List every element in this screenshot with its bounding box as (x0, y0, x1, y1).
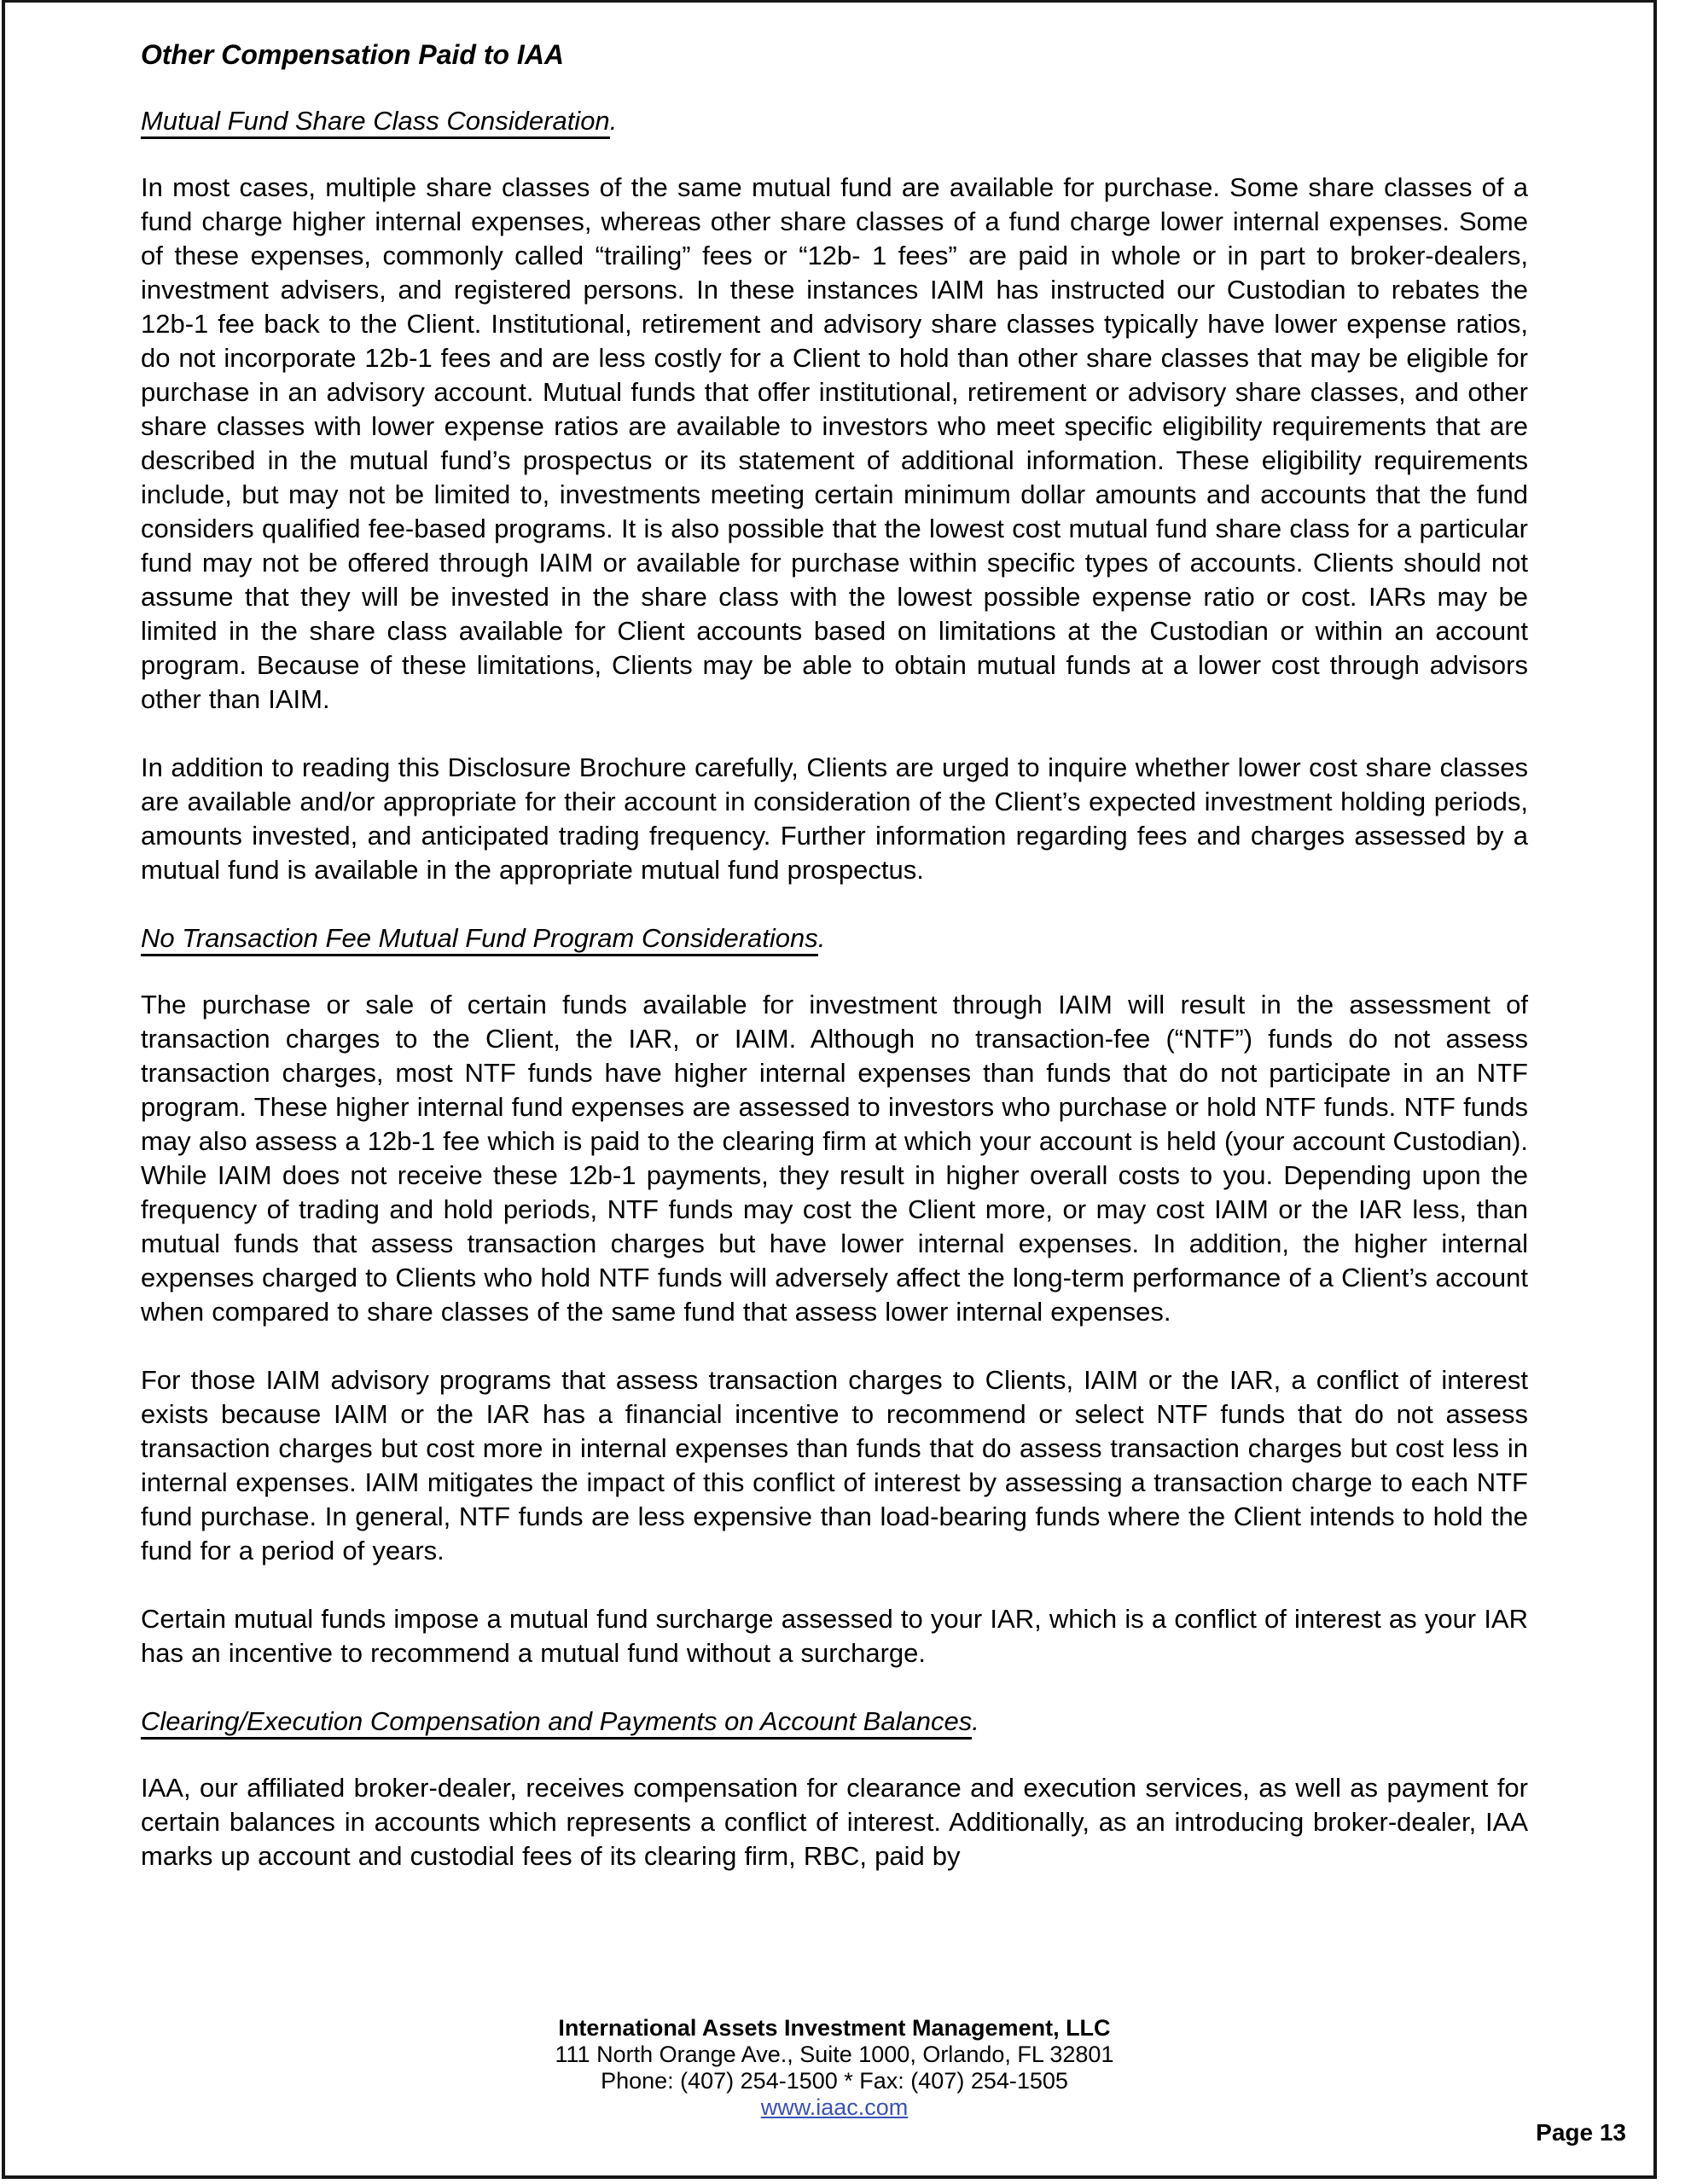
subheading-ntf-program (141, 921, 1528, 956)
subheading-period: . (972, 1706, 979, 1736)
page-footer (141, 2015, 1528, 2121)
page-number: Page 13 (1536, 2119, 1626, 2146)
paragraph-ntf-funds: The purchase or sale of certain funds available for investment through IAIM will result in the assessment of transaction charges to the Client, the IAR, or IAIM. Although no transaction-fee (“NTF”) funds do not assess transaction charges, most NTF funds have higher internal expenses than funds that do not participate in an NTF program. These higher internal fund expenses are assessed to investors who purchase or hold NTF funds. NTF funds may also assess a 12b-1 fee which is paid to the clearing firm at which your account is held (your account Custodian). While IAIM does not receive these 12b-1 payments, they result in higher overall costs to you. Depending upon the frequency of trading and hold periods, NTF funds may cost the Client more, or may cost IAIM or the IAR less, than mutual funds that assess transaction charges but have lower internal expenses. In addition, the higher internal expenses charged to Clients who hold NTF funds will adversely affect the long-term performance of a Client’s account when compared to share classes of the same fund that assess lower internal expenses. (141, 990, 1528, 1327)
subheading-period: . (609, 106, 618, 136)
paragraph-clearing-compensation: IAA, our affiliated broker-dealer, receives compensation for clearance and execution services, as well as payment for certain balances in accounts which represents a conflict of interest. Additionally, as an introducing broker-dealer, IAA marks up account and custodial fees of its clearing firm, RBC, paid by (141, 1773, 1528, 1871)
subheading-period: . (817, 923, 826, 953)
paragraph-share-classes: In most cases, multiple share classes of the same mutual fund are available for purchase. Some share classes of a fund charge higher internal expenses, whereas other share classes of a fund charge lower internal expenses. Some of these expenses, commonly called “trailing” fees or “12b- 1 fees” are paid in whole or in part to broker-dealers, investment advisers, and registered persons. In these instances IAIM has instructed our Custodian to rebates the 12b-1 fee back to the Client. Institutional, retirement and advisory share classes typically have lower expense ratios, do not incorporate 12b-1 fees and are less costly for a Client to hold than other share classes that may be eligible for purchase in an advisory account. Mutual funds that offer institutional, retirement or advisory share classes, and other share classes with lower expense ratios are available to investors who meet specific eligibility requirements that are described in the mutual fund’s prospectus or its statement of additional information. These eligibility requirements include, but may not be limited to, investments meeting certain minimum dollar amounts and accounts that the fund considers qualified fee-based programs. It is also possible that the lowest cost mutual fund share class for a particular fund may not be offered through IAIM or available for purchase within specific types of accounts. Clients should not assume that they will be invested in the share class with the lowest possible expense ratio or cost. IARs may be limited in the share class available for Client accounts based on limitations at the Custodian or within an account program. Because of these limitations, Clients may be able to obtain mutual funds at a lower cost through advisors other than IAIM. (141, 172, 1528, 714)
footer-website-link[interactable]: www.iaac.com (760, 2094, 909, 2120)
section-title: Other Compensation Paid to IAA (141, 39, 565, 70)
subheading-clearing-execution (141, 1705, 1528, 1739)
paragraph-surcharge: Certain mutual funds impose a mutual fund surcharge assessed to your IAR, which is a conflict of interest as your IAR has an incentive to recommend a mutual fund without a surcharge. (141, 1604, 1528, 1668)
footer-address: 111 North Orange Ave., Suite 1000, Orlando, FL 32801 (555, 2042, 1114, 2067)
document-content (141, 0, 1528, 1908)
subheading-underlined-text: Clearing/Execution Compensation and Payments on Account Balances (141, 1706, 972, 1740)
paragraph-disclosure-inquiry: In addition to reading this Disclosure Brochure carefully, Clients are urged to inquire whether lower cost share classes are available and/or appropriate for their account in consideration of the Client’s expected investment holding periods, amounts invested, and anticipated trading frequency. Further information regarding fees and charges assessed by a mutual fund is available in the appropriate mutual fund prospectus. (141, 752, 1528, 885)
subheading-underlined-text: Mutual Fund Share Class Consideration (141, 106, 610, 139)
footer-company-name: International Assets Investment Management, LLC (558, 2015, 1111, 2041)
paragraph-ntf-conflict: For those IAIM advisory programs that assess transaction charges to Clients, IAIM or the IAR, a conflict of interest exists because IAIM or the IAR has a financial incentive to recommend or select NTF funds that do not assess transaction charges but cost more in internal expenses than funds that do assess transaction charges but cost less in internal expenses. IAIM mitigates the impact of this conflict of interest by assessing a transaction charge to each NTF fund purchase. In general, NTF funds are less expensive than load-bearing funds where the Client intends to hold the fund for a period of years. (141, 1365, 1528, 1565)
footer-phone-fax: Phone: (407) 254-1500 * Fax: (407) 254-1505 (601, 2068, 1068, 2094)
subheading-underlined-text: No Transaction Fee Mutual Fund Program Considerations (141, 923, 818, 956)
subheading-mutual-fund-share-class (141, 104, 1528, 138)
